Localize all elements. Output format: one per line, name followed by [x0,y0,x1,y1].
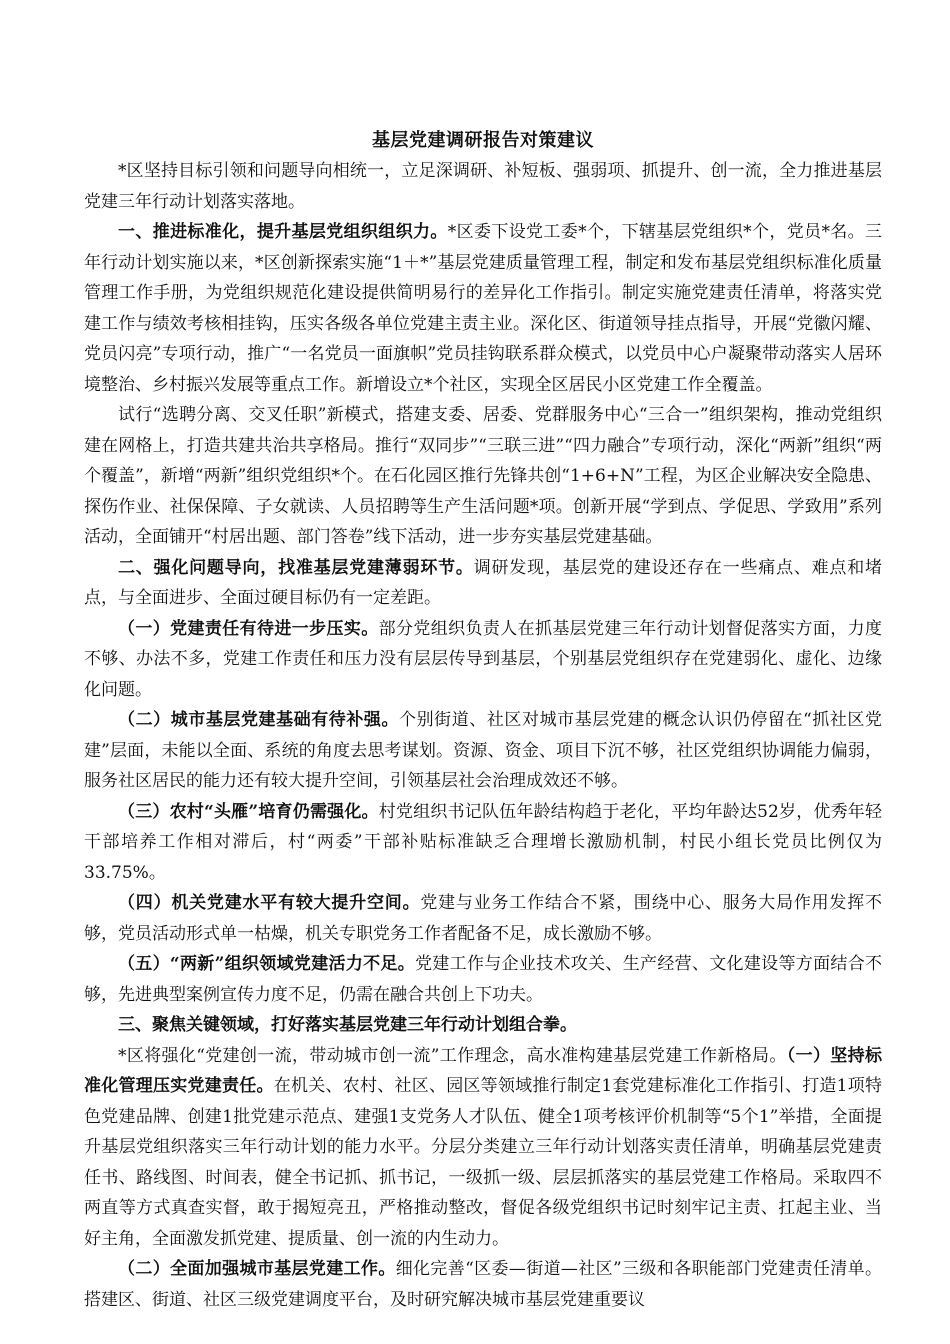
intro-text: *区坚持目标引领和问题导向相统一，立足深调研、补短板、强弱项、抓提升、创一流，全力推进基层党建三年行动计划落实落地。 [84,161,882,212]
issue-4-heading: （四）机关党建水平有较大提升空间。 [118,893,421,913]
section-3-heading: 三、聚焦关键领域，打好落实基层党建三年行动计划组合拳。 [118,1015,577,1035]
section-1-text: *区委下设党工委*个，下辖基层党组织*个，党员*名。三年行动计划实施以来，*区创新探索实施“1＋*”基层党建质量管理工程，制定和发布基层党组织标准化质量管理工作手册，为党组织规范化建设提供简明易行的差异化工作指引。制定实施党建责任清单，将落实党建工作与绩效考核相挂钩，压实各级各单位党建主责主业。深化区、街道领导挂点指导，开展“党徽闪耀、党员闪亮”专项行动，推广“一名党员一面旗帜”党员挂钩联系群众模式，以党员中心户凝聚带动落实人居环境整治、乡村振兴发展等重点工作。新增设立*个社区，实现全区居民小区党建工作全覆盖。 [84,222,883,395]
section-3-text-a: *区将强化“党建创一流，带动城市创一流”工作理念，高水准构建基层党建工作新格局。 [118,1045,787,1066]
measure-2-heading: （二）全面加强城市基层党建工作。 [118,1259,396,1279]
section-3-paragraph [84,1041,882,1255]
issue-4-paragraph [84,888,882,949]
document-title: 基层党建调研报告对策建议 [372,130,594,151]
section-1-text-2: 试行“选聘分离、交叉任职”新模式，搭建支委、居委、党群服务中心“三合一”组织架构，推动党组织建在网格上，打造共建共治共享格局。推行“双同步”“三联三进”“四力融合”专项行动，深化“两新”组织“两个覆盖”，新增“两新”组织党组织*个。在石化园区推行先锋共创“1+6+N”工程，为区企业解决安全隐患、探伤作业、社保保障、子女就读、人员招聘等生产生活问题*项。创新开展“学到点、学促思、学致用”系列活动，全面铺开“村居出题、部门答卷”线下活动，进一步夯实基层党建基础。 [84,405,882,547]
section-2-heading: 二、强化问题导向，找准基层党建薄弱环节。 [118,557,474,578]
issue-5-heading: （五）“两新”组织领域党建活力不足。 [118,954,416,974]
measure-1-text: 在机关、农村、社区、园区等领域推行制定1套党建标准化工作指引、打造1项特色党建品牌、创建1批党建示范点、建强1支党务人才队伍、健全1项考核评价机制等“5个1”举措，全面提升基层党组织落实三年行动计划的能力水平。分层分类建立三年行动计划落实责任清单，明确基层党建责任书、路线图、时间表，健全书记抓、抓书记，一级抓一级、层层抓落实的基层党建工作格局。采取四不两直等方式真查实督，敢于揭短亮丑，严格推动整改，督促各级党组织书记时刻牢记主责、扛起主业、当好主角，全面激发抓党建、提质量、创一流的内生动力。 [84,1076,882,1249]
issue-1-text: 部分党组织负责人在抓基层党建三年行动计划督促落实方面，力度不够、办法不多，党建工作责任和压力没有层层传导到基层，个别基层党组织存在党建弱化、虚化、边缘化问题。 [84,618,883,700]
measure-2-paragraph [84,1254,882,1315]
issue-1-paragraph [84,614,882,706]
measure-1-heading: （一）坚持标准化管理压实党建责任。 [84,1045,883,1096]
issue-2-heading: （二）城市基层党建基础有待补强。 [118,710,400,730]
issue-2-paragraph [84,705,882,797]
issue-3-text: 村党组织书记队伍年龄结构趋于老化，平均年龄达52岁，优秀年轻干部培养工作相对滞后，村“两委”干部补贴标准缺乏合理增长激励机制，村民小组长党员比例仅为33.75%。 [84,801,882,883]
section-2-text: 调研发现，基层党的建设还存在一些痛点、难点和堵点，与全面进步、全面过硬目标仍有一定差距。 [84,557,883,608]
section-1-heading: 一、推进标准化，提升基层党组织组织力。 [118,222,448,242]
issue-3-paragraph [84,797,882,889]
issue-1-heading: （一）党建责任有待进一步压实。 [118,618,379,639]
issue-2-text: 个别街道、社区对城市基层党建的概念认识仍停留在“抓社区党建”层面，未能以全面、系统的角度去思考谋划。资源、资金、项目下沉不够，社区党组织协调能力偏弱，服务社区居民的能力还有较大提升空间，引领基层社会治理成效还不够。 [84,710,882,791]
section-3-heading-paragraph [84,1010,882,1041]
issue-5-paragraph [84,949,882,1010]
issue-4-text: 党建与业务工作结合不紧，围绕中心、服务大局作用发挥不够，党员活动形式单一枯燥，机关专职党务工作者配备不足，成长激励不够。 [84,893,883,944]
section-1-paragraph [84,217,882,400]
section-2-paragraph [84,553,882,614]
intro-paragraph [84,156,882,217]
issue-3-heading: （三）农村“头雁”培育仍需强化。 [118,801,379,822]
issue-5-text: 党建工作与企业技术攻关、生产经营、文化建设等方面结合不够，先进典型案例宣传力度不足，仍需在融合共创上下功夫。 [84,954,883,1005]
section-1-paragraph-2 [84,400,882,553]
measure-2-text: 细化完善“区委—街道—社区”三级和各职能部门党建责任清单。搭建区、街道、社区三级党建调度平台，及时研究解决城市基层党建重要议 [84,1259,883,1310]
